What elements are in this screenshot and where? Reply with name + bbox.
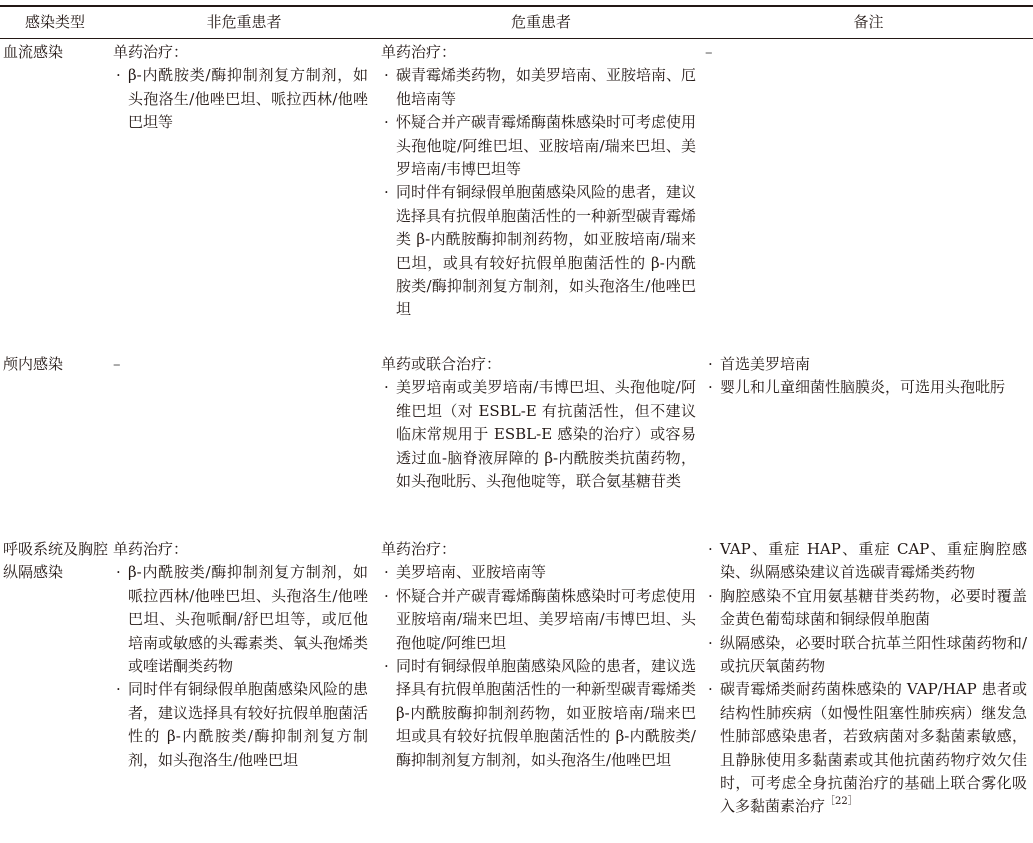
bullet-item: · 首选美罗培南 (705, 353, 1027, 376)
citation-ref[interactable]: ［22］ (825, 796, 858, 808)
bullet-dot-icon: · (384, 378, 389, 397)
bullet-dot-icon: · (384, 183, 389, 202)
bullet-dot-icon: · (708, 680, 713, 699)
table-header-row (0, 7, 1033, 38)
bullet-item: · 胸腔感染不宜用氨基糖苷类药物，必要时覆盖金黄色葡萄球菌和铜绿假单胞菌 (708, 586, 1027, 629)
therapy-lead: 单药治疗： (381, 540, 457, 558)
bullet-item: · β-内酰胺类/酶抑制剂复方制剂，如头孢洛生/他唑巴坦、哌拉西林/他唑巴坦等 (116, 66, 368, 132)
bullet-dot-icon: · (116, 66, 121, 85)
cell-notes (705, 353, 1027, 400)
bullet-item: · 碳青霉烯类耐药菌株感染的 VAP/HAP 患者或结构性肺疾病（如慢性阻塞性肺疾病）继发急性肺部感染患者，若致病菌对多黏菌素敏感，且静脉使用多黏菌素或其他抗菌药物疗效欠佳时，可考虑全身抗菌治疗的基础上联合雾化吸入多黏菌素治疗$^{[22]}$ (708, 680, 1027, 816)
bullet-item: · 同时伴有铜绿假单胞菌感染风险的患者，建议选择具有抗假单胞菌活性的一种新型碳青霉烯类 β-内酰胺酶抑制剂药物，如亚胺培南/瑞来巴坦，或具有较好抗假单胞菌活性的 β-内酰胺类/酶抑制剂复方制剂，如头孢洛生/他唑巴坦 (384, 183, 697, 319)
bullet-item: · 美罗培南或美罗培南/韦博巴坦、头孢他啶/阿维巴坦（对 ESBL-E 有抗菌活性，但不建议临床常规用于 ESBL-E 感染的治疗）或容易透过血-脑脊液屏障的 β-内酰胺类抗菌药物，如头孢吡肟、头孢他啶等，联合氨基糖苷类 (384, 378, 696, 491)
bullet-dot-icon: · (116, 680, 121, 699)
bullet-dot-icon: · (116, 563, 121, 582)
header-non-critical: 非危重患者 (206, 13, 282, 31)
cell-infection-type: 血流感染 (3, 43, 64, 61)
cell-non-critical (113, 353, 368, 376)
header-notes: 备注 (853, 13, 884, 31)
bullet-item: · β-内酰胺类/酶抑制剂复方制剂，如哌拉西林/他唑巴坦、头孢洛生/他唑巴坦、头孢哌酮/舒巴坦等，或厄他培南或敏感的头霉素类、氧头孢烯类或喹诺酮类药物 (116, 563, 369, 676)
cell-non-critical (113, 538, 368, 772)
bullet-item: · 美罗培南、亚胺培南等 (381, 561, 696, 584)
bullet-dot-icon: · (708, 586, 713, 605)
cell-infection-type: 呼吸系统及胸腔纵隔感染 (3, 540, 109, 582)
therapy-lead: 单药治疗： (381, 43, 457, 61)
table-header-rule (0, 38, 1033, 39)
empty-dash: – (113, 355, 121, 373)
bullet-dot-icon: · (384, 66, 389, 85)
bullet-item: · 纵隔感染，必要时联合抗革兰阳性球菌药物和/或抗厌氧菌药物 (708, 633, 1027, 676)
bullet-item: · VAP、重症 HAP、重症 CAP、重症胸腔感染、纵隔感染建议首选碳青霉烯类药物 (708, 540, 1027, 582)
bullet-item: · 同时伴有铜绿假单胞菌感染风险的患者，建议选择具有较好抗假单胞菌活性的 β-内酰胺类/酶抑制剂复方制剂，如头孢洛生/他唑巴坦 (116, 680, 369, 769)
header-infection-type: 感染类型 (24, 13, 85, 31)
bullet-item: · 碳青霉烯类药物，如美罗培南、亚胺培南、厄他培南等 (384, 66, 697, 108)
bullet-item: · 婴儿和儿童细菌性脑膜炎，可选用头孢吡肟 (705, 376, 1027, 399)
cell-critical (381, 353, 696, 493)
cell-non-critical (113, 41, 368, 135)
cell-notes (705, 538, 1027, 819)
bullet-item: · 怀疑合并产碳青霉烯酶菌株感染时可考虑使用头孢他啶/阿维巴坦、亚胺培南/瑞来巴坦、美罗培南/韦博巴坦等 (384, 113, 697, 179)
bullet-dot-icon: · (384, 113, 389, 132)
bullet-dot-icon: · (384, 657, 389, 676)
cell-critical (381, 538, 696, 772)
therapy-lead: 单药治疗： (113, 540, 189, 558)
cell-notes (705, 41, 1027, 64)
cell-infection-type: 颅内感染 (3, 355, 64, 373)
bullet-dot-icon: · (708, 633, 713, 652)
bullet-dot-icon: · (708, 540, 713, 558)
bullet-dot-icon: · (384, 563, 389, 582)
empty-dash: – (705, 43, 713, 61)
bullet-item: · 怀疑合并产碳青霉烯酶菌株感染时可考虑使用亚胺培南/瑞来巴坦、美罗培南/韦博巴坦、头孢他啶/阿维巴坦 (384, 586, 697, 652)
bullet-item: · 同时有铜绿假单胞菌感染风险的患者，建议选择具有抗假单胞菌活性的一种新型碳青霉烯类 β-内酰胺酶抑制剂药物，如亚胺培南/瑞来巴坦或具有较好抗假单胞菌活性的 β-内酰胺类/酶抑制剂复方制剂，如头孢洛生/他唑巴坦 (384, 657, 697, 769)
header-critical: 危重患者 (510, 13, 571, 31)
therapy-lead: 单药治疗： (113, 43, 189, 61)
bullet-dot-icon: · (708, 355, 713, 373)
cell-critical (381, 41, 696, 322)
bullet-dot-icon: · (708, 378, 713, 397)
therapy-lead: 单药或联合治疗： (381, 355, 502, 373)
bullet-dot-icon: · (384, 586, 389, 605)
